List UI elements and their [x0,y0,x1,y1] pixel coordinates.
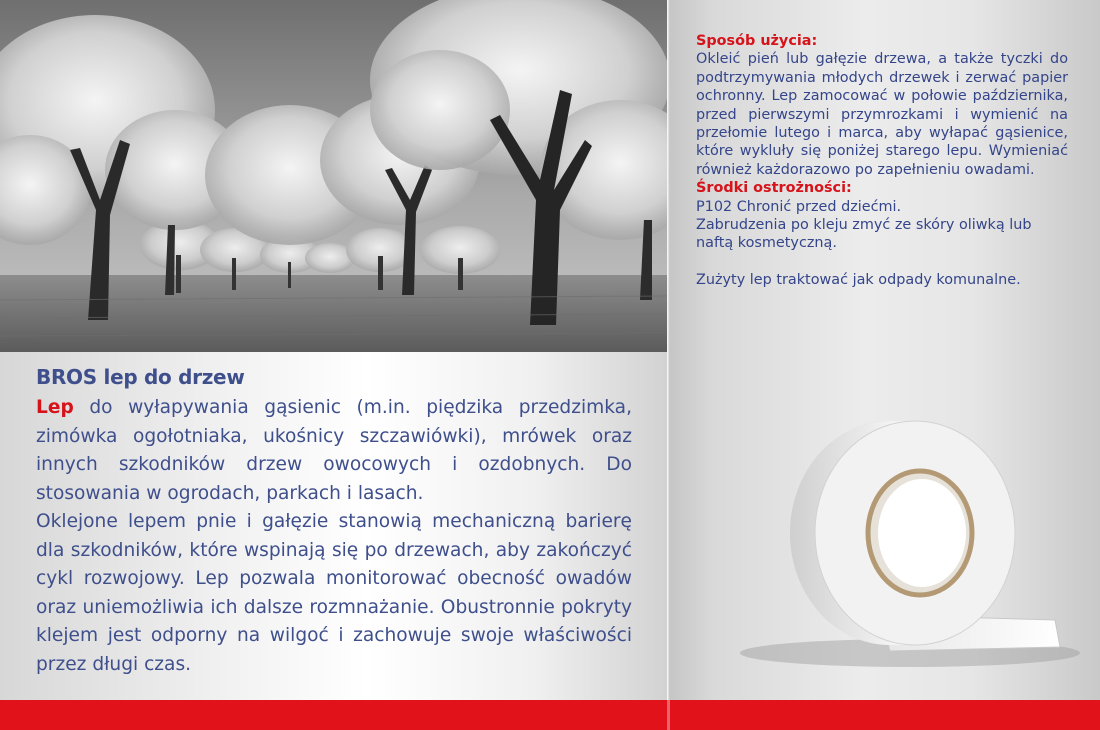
orchard-photo-illustration [0,0,667,352]
precaution-line-2: Zabrudzenia po kleju zmyć ze skóry oliwką lub naftą kosmetyczną. [696,217,1032,252]
description-paragraph-1 [36,394,632,508]
red-bar-separator [667,700,670,730]
product-title: BROS lep do drzew [36,365,245,389]
usage-text: Okleić pień lub gałęzie drzewa, a także tyczki do podtrzymywania młodych drzewek i zerwać papier ochronny. Lep zamocować w połowie października, przed pierwszymi przymrozkami i wymienić na przełomie lutego i marca, aby wyłapać gąsienice, które wykluły się poniżej starego lepu. Wymieniać również każdorazowo po zapełnieniu owadami. [696,51,1068,178]
instructions-block [696,32,1068,290]
bottom-red-bar [0,700,1100,730]
precaution-line-1: P102 Chronić przed dziećmi. [696,198,902,215]
usage-heading: Sposób użycia: [696,33,818,49]
disposal-text: Zużyty lep traktować jak odpady komunalne. [696,272,1021,289]
spacer [696,253,1068,271]
precautions-heading: Środki ostrożności: [696,180,852,197]
right-panel [670,0,1100,730]
description-paragraph-2: Oklejone lepem pnie i gałęzie stanowią mechaniczną barierę dla szkodników, które wspinają się po drzewach, aby zakończyć cykl rozwojowy. Lep pozwala monitorować obecność owadów oraz uniemożliwia ich dalsze rozmnażanie. Obustronnie pokryty klejem jest odporny na wilgoć i zachowuje swoje właściwości przez długi czas. [36,511,632,675]
orchard-photo [0,0,667,352]
tape-roll-image [730,415,1090,675]
description-paragraph-1-text: do wyłapywania gąsienic (m.in. piędzika przedzimka, zimówka ogołotniaka, ukośnicy szczawiówki), mrówek oraz innych szkodników drzew owocowych i ozdobnych. Do stosowania w ogrodach, parkach i lasach. [36,397,632,504]
lead-word: Lep [36,397,74,418]
product-description [36,394,632,679]
